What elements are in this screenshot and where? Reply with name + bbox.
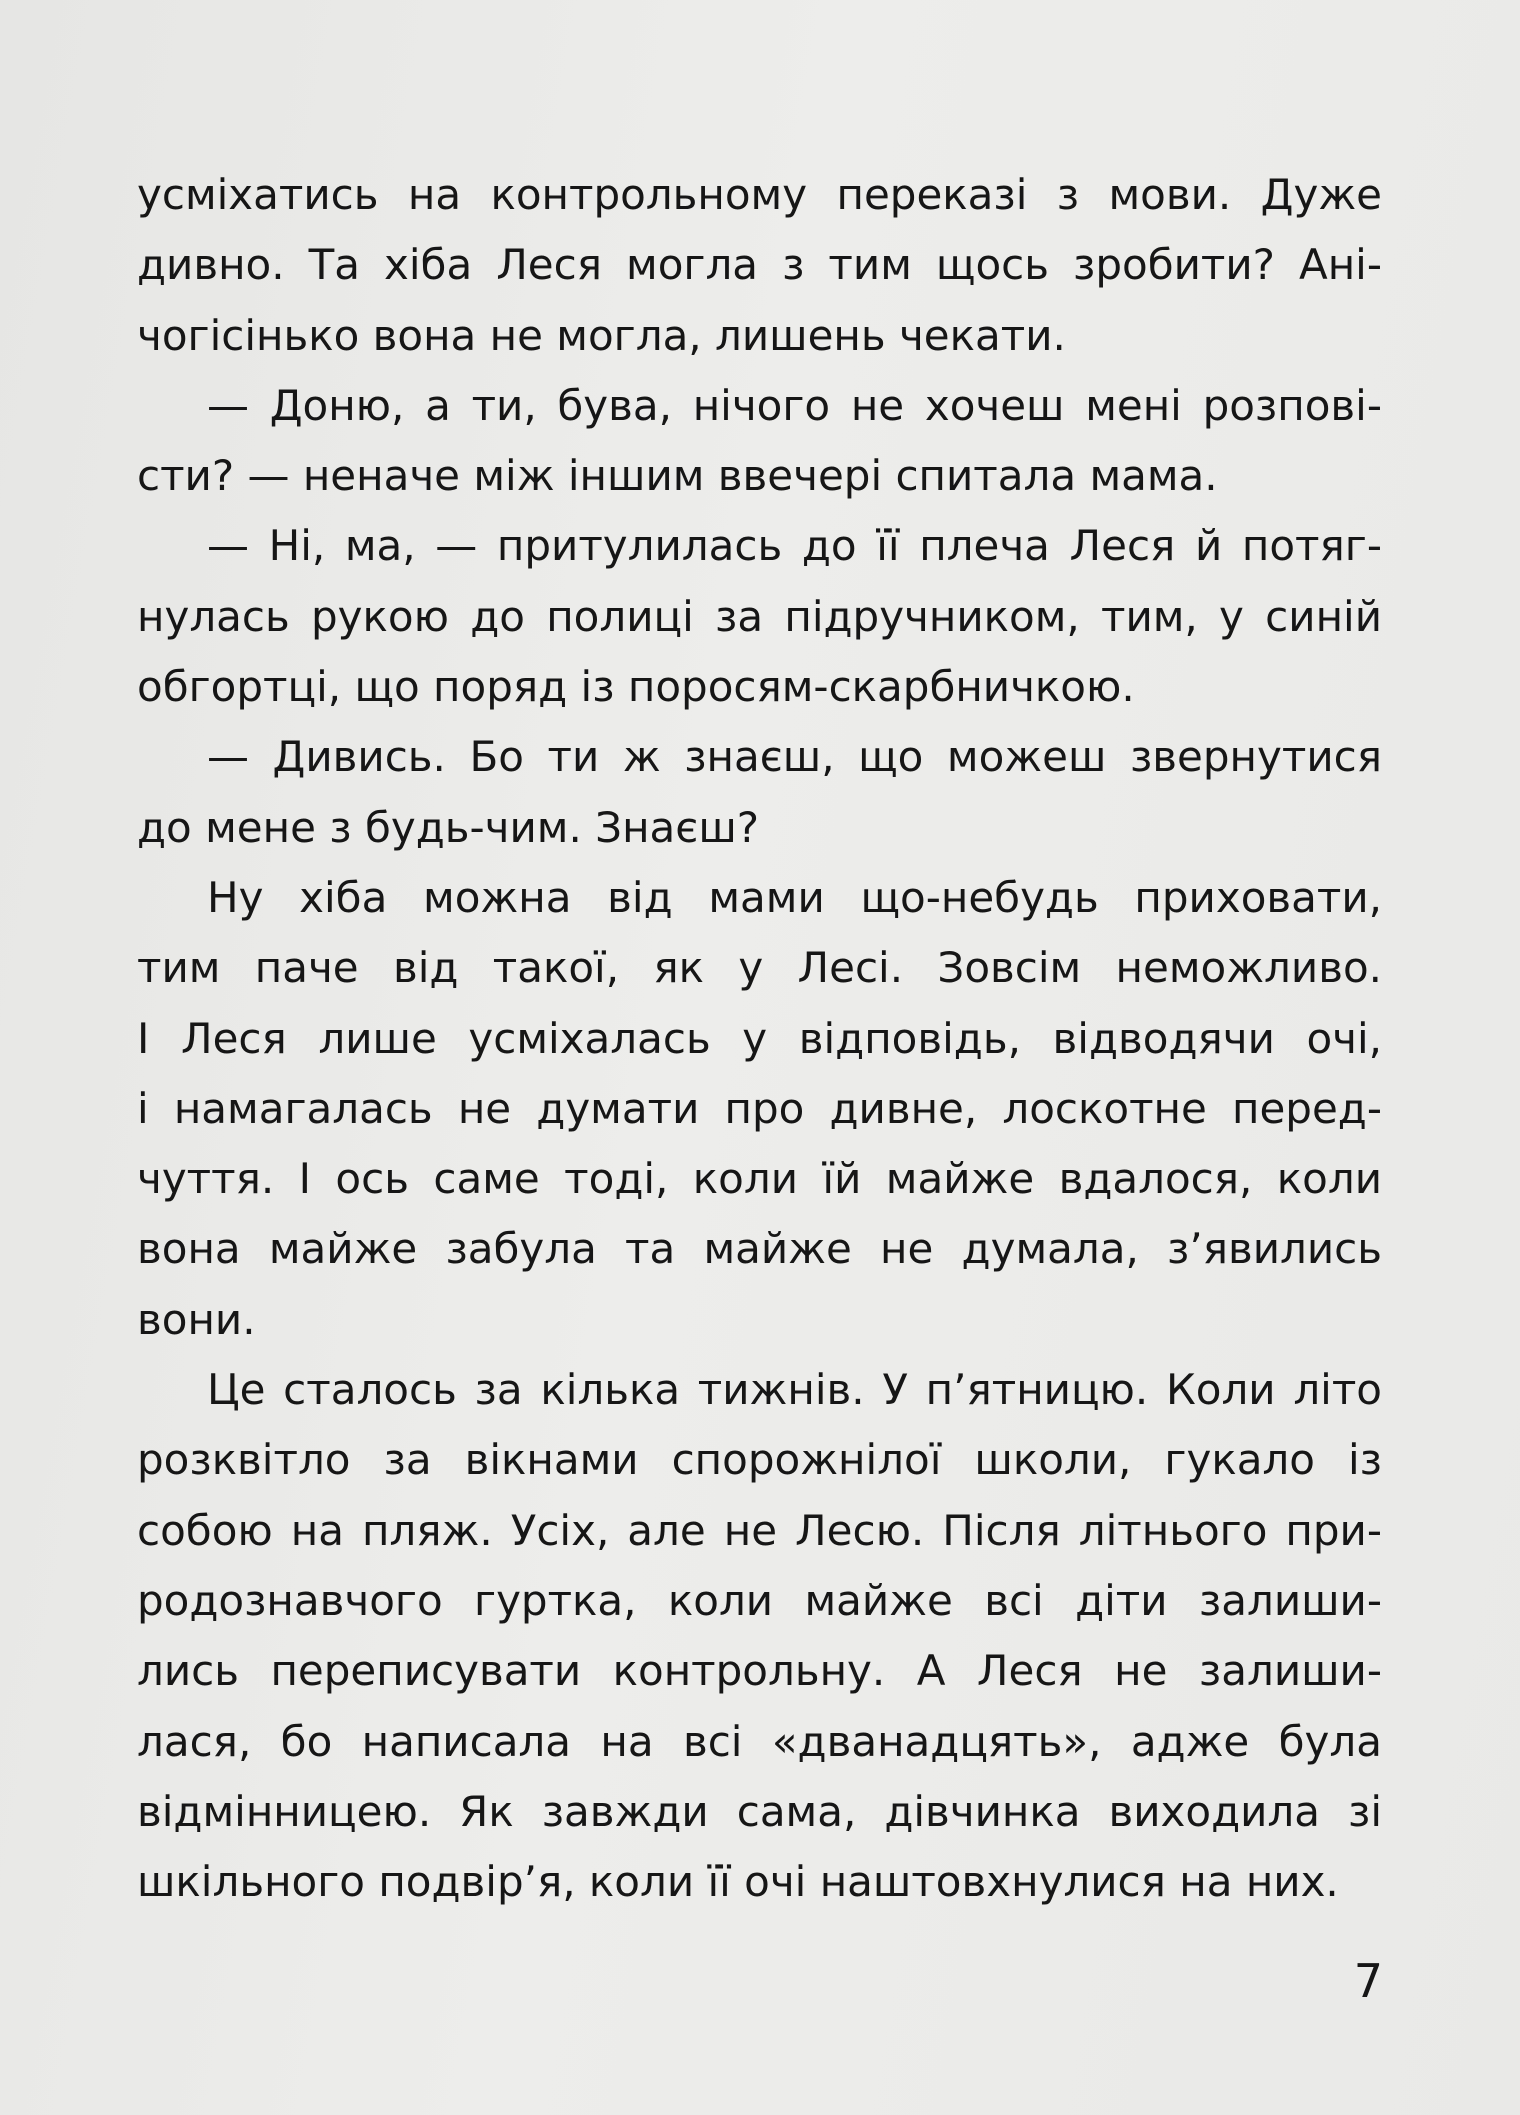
text-line: вона майже забула та майже не думала, з’явились [137, 1224, 1382, 1274]
text-line: лася, бо написала на всі «дванадцять», адже була [137, 1716, 1382, 1766]
text-line: вони. [137, 1294, 256, 1344]
text-line: — Дивись. Бо ти ж знаєш, що можеш звернутися [207, 732, 1382, 782]
text-line: чуття. І ось саме тоді, коли їй майже вдалося, коли [137, 1154, 1382, 1204]
text-line: шкільного подвір’я, коли її очі наштовхнулися на них. [137, 1857, 1339, 1907]
text-line: собою на пляж. Усіх, але не Лесю. Після літнього при- [137, 1505, 1382, 1555]
text-line: до мене з будь-чим. Знаєш? [137, 802, 760, 852]
text-line: лись переписувати контрольну. А Леся не залиши- [137, 1646, 1382, 1696]
text-line: розквітло за вікнами спорожнілої школи, гукало із [137, 1435, 1382, 1485]
text-line: чогісінько вона не могла, лишень чекати. [137, 310, 1066, 360]
text-line: родознавчого гуртка, коли майже всі діти залиши- [137, 1575, 1382, 1625]
text-line: обгортці, що поряд із поросям-скарбничкою. [137, 662, 1135, 712]
text-line: — Ні, ма, — притулилась до її плеча Леся й потяг- [207, 521, 1382, 571]
text-line: Це сталось за кілька тижнів. У п’ятницю. Коли літо [207, 1365, 1382, 1415]
text-line: нулась рукою до полиці за підручником, тим, у синій [137, 591, 1382, 641]
page-number: 7 [1353, 1954, 1383, 2008]
text-line: дивно. Та хіба Леся могла з тим щось зробити? Ані- [137, 240, 1382, 290]
text-line: Ну хіба можна від мами що-небудь приховати, [207, 872, 1382, 922]
text-line: усміхатись на контрольному переказі з мови. Дуже [137, 170, 1382, 219]
text-line: відмінницею. Як завжди сама, дівчинка виходила зі [137, 1786, 1382, 1836]
text-line: сти? — неначе між іншим ввечері спитала мама. [137, 451, 1218, 501]
text-line: і намагалась не думати про дивне, лоскотне перед- [137, 1083, 1382, 1133]
text-line: тим паче від такої, як у Лесі. Зовсім неможливо. [137, 943, 1382, 993]
text-line: І Леся лише усміхалась у відповідь, відводячи очі, [137, 1013, 1382, 1063]
text-line: — Доню, а ти, бува, нічого не хочеш мені розпові- [207, 380, 1382, 430]
body-text [137, 160, 1382, 1917]
